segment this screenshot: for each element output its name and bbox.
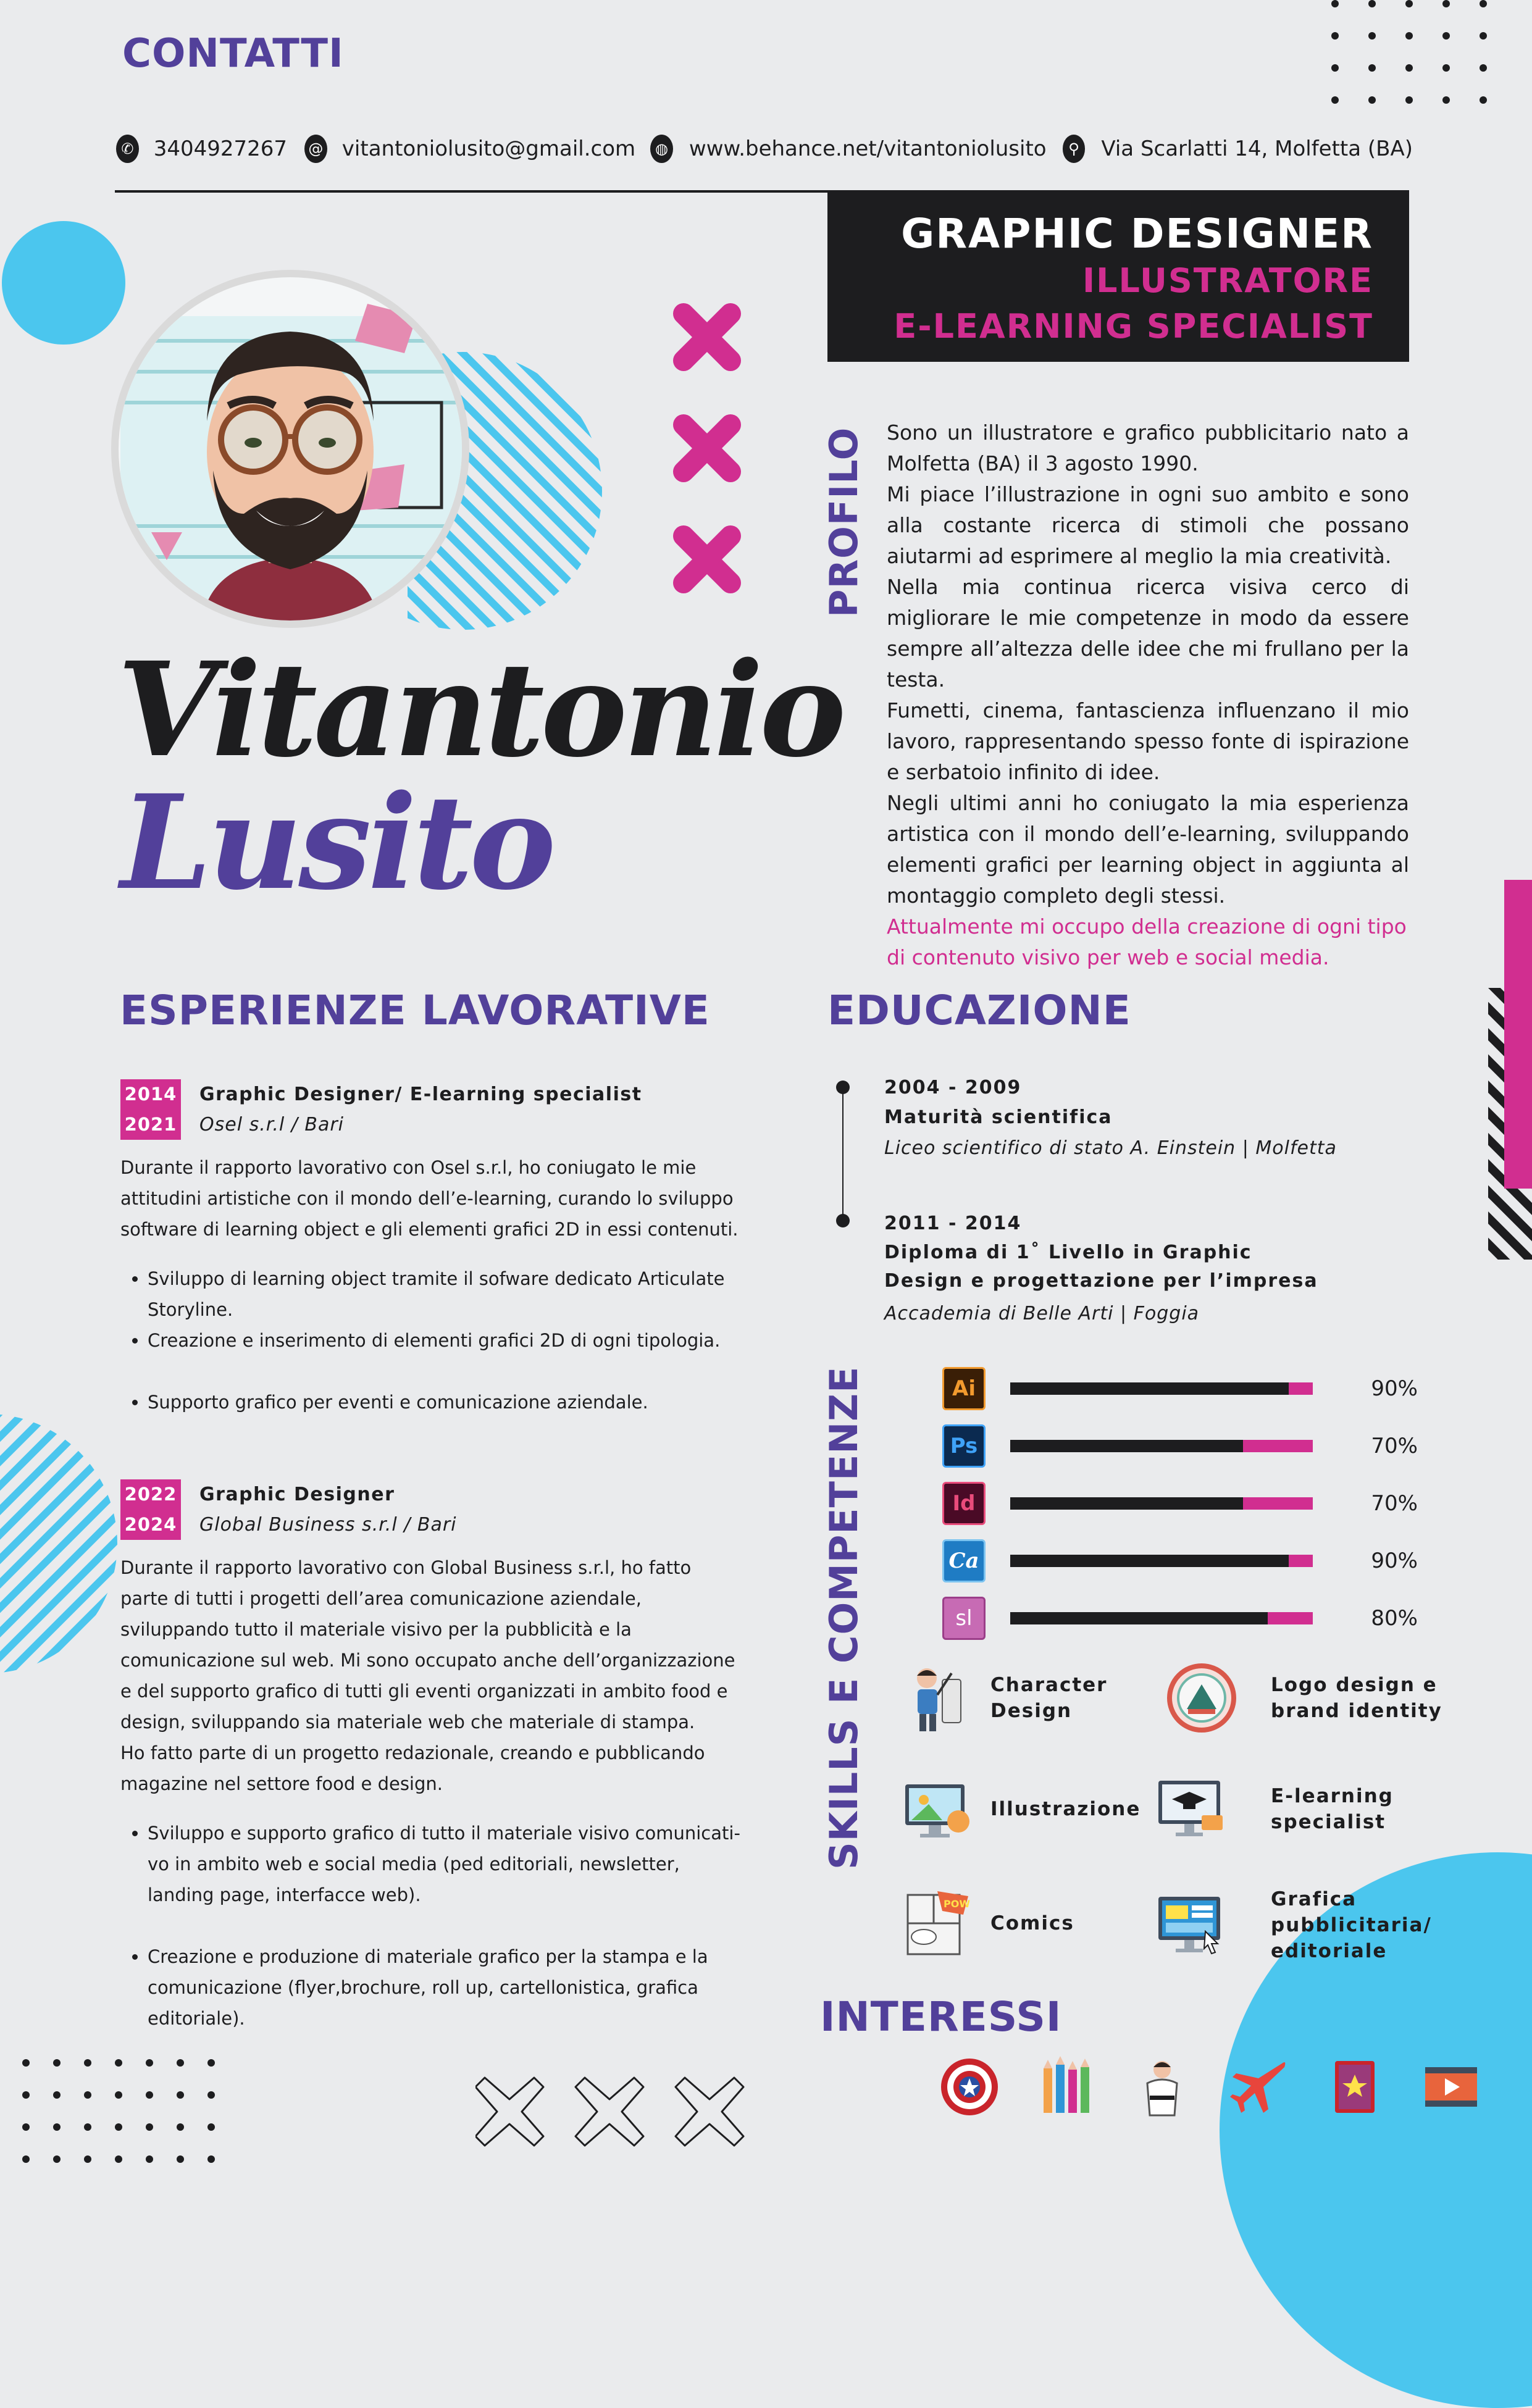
education-heading: EDUCAZIONE [827, 987, 1131, 1034]
competence-illustration [899, 1772, 1141, 1846]
job-end-year: 2024 [120, 1510, 181, 1540]
job-bullet: • Sviluppo di learning object tramite il sofware dedicato Articulate Storyline. [148, 1263, 744, 1325]
contact-email[interactable]: vitantoniolusito@gmail.com [341, 136, 636, 161]
job-bullet: • Creazione e produzione di materiale grafico per la stampa e la comunicazione (flyer,brochure, roll up, cartellonistica, grafica editoriale). [148, 1941, 744, 2034]
job-description: Durante il rapporto lavorativo con Global Business s.r.l, ho fatto parte di tutti i progetti dell’area comunicazione aziendale, sviluppando tutto il materiale visivo per la pubblicità e la comunicazione sul web. Mi sono occupato anche dell’organizzazione e del supporto grafico di tutti gli eventi organizzati in ambito food e design, sviluppando sia materiale web che materiale di stampa. [120, 1557, 735, 1733]
job-start-year: 2022 [120, 1479, 181, 1510]
role-primary: GRAPHIC DESIGNER [901, 210, 1373, 257]
at-icon: @ [304, 135, 327, 163]
book-icon [1324, 2056, 1386, 2118]
location-pin-icon: ⚲ [1063, 135, 1086, 163]
illustration-icon [899, 1772, 973, 1846]
indesign-icon: Id [942, 1482, 986, 1525]
competence-e-learning [1153, 1772, 1413, 1846]
education-title: Diploma di 1˚ Livello in Graphic Design e progettazione per l’impresa [884, 1242, 1318, 1292]
role-tertiary: E-LEARNING SPECIALIST [894, 307, 1373, 346]
contact-address: Via Scarlatti 14, Molfetta (BA) [1101, 136, 1413, 161]
skill-bar-fill [1010, 1612, 1268, 1624]
svg-text:POW: POW [944, 1898, 970, 1910]
storyline-icon: sl [942, 1597, 986, 1640]
character-animator-icon: Ca [942, 1539, 986, 1582]
striped-circle-left-edge [0, 1414, 123, 1673]
pencils-icon [1035, 2056, 1097, 2118]
job-description: Durante il rapporto lavorativo con Osel s.r.l, ho coniugato le mie attitudini artistiche con il mondo dell’e-learning, curando lo sviluppo software di learning object e gli elementi grafici 2D in essi contenuti. [120, 1157, 739, 1240]
advertising-graphics-icon [1153, 1888, 1228, 1962]
software-skills [942, 1360, 1418, 1647]
karate-icon [1131, 2056, 1193, 2118]
skill-bar-fill [1010, 1440, 1243, 1452]
timeline-line [842, 1093, 843, 1216]
education-school: Accademia di Belle Arti | Foggia [884, 1303, 1200, 1324]
competence-advertising [1153, 1886, 1518, 1964]
experience-heading: ESPERIENZE LAVORATIVE [120, 987, 710, 1034]
contact-phone[interactable]: 3404927267 [153, 136, 288, 161]
skill-percent: 70% [1371, 1433, 1418, 1458]
competence-label: Character Design [990, 1674, 1108, 1722]
skills-heading: SKILLS E COMPETENZE [821, 1366, 866, 1870]
job-bullet: • Creazione e inserimento di elementi grafici 2D di ogni tipologia. [148, 1325, 744, 1356]
e-learning-icon [1153, 1772, 1228, 1846]
profile-paragraph: Negli ultimi anni ho coniugato la mia esperienza artistica con il mondo dell’e-learning, sviluppando elementi grafici per learning object in aggiunta al montaggio completo degli stessi. [887, 791, 1409, 908]
dot-grid-bottom-left [22, 2059, 232, 2164]
competence-comics [899, 1886, 1074, 1960]
skill-percent: 70% [1371, 1490, 1418, 1516]
job-title: Graphic Designer [199, 1484, 395, 1505]
skill-row [942, 1417, 1418, 1474]
character-design-icon [899, 1661, 973, 1735]
education-timeline [836, 1081, 855, 1229]
competence-character-design [899, 1661, 1120, 1735]
name-last: Lusito [120, 766, 553, 919]
profile-paragraph: Fumetti, cinema, fantascienza influenzano il mio lavoro, rappresentando spesso fonte di ispirazione e serbatoio infinito di idee. [887, 698, 1409, 784]
contacts-heading: CONTATTI [122, 31, 344, 77]
role-secondary: ILLUSTRATORE [1082, 261, 1373, 300]
education-school: Liceo scientifico di stato A. Einstein | Molfetta [884, 1137, 1337, 1159]
competence-logo-design [1165, 1661, 1450, 1735]
comics-icon [899, 1886, 973, 1960]
competence-label: E-learning specialist [1271, 1785, 1394, 1833]
education-item-2 [884, 1209, 1329, 1332]
education-years: 2011 - 2014 [884, 1213, 1022, 1234]
job-1 [120, 1079, 744, 1418]
competence-label: Grafica pubblicitaria/ editoriale [1271, 1888, 1432, 1962]
job-bullets [120, 1818, 744, 2034]
skill-bar [1010, 1555, 1313, 1567]
interests-heading: INTERESSI [820, 1993, 1062, 2041]
skill-bar-fill [1010, 1497, 1243, 1510]
video-icon [1420, 2056, 1482, 2118]
profile-paragraph: Mi piace l’illustrazione in ogni suo ambito e sono alla costante ricerca di stimoli che possano aiutarmi ad esprimere al meglio la mia creatività. [887, 482, 1409, 568]
globe-icon: ◍ [650, 135, 673, 163]
profile-highlight: Attualmente mi occupo della creazione di ogni tipo di contenuto visivo per web e social media. [887, 914, 1407, 969]
skill-bar-fill [1010, 1555, 1289, 1567]
job-company: Osel s.r.l / Bari [199, 1114, 345, 1135]
education-item-1 [884, 1073, 1378, 1164]
timeline-dot [836, 1081, 850, 1094]
skill-percent: 80% [1371, 1605, 1418, 1631]
job-2 [120, 1479, 744, 2034]
cyan-circle-top-left [2, 221, 125, 345]
job-bullets [120, 1263, 744, 1418]
logo-design-icon [1165, 1661, 1239, 1735]
name-first: Vitantonio [117, 633, 843, 786]
job-end-year: 2021 [120, 1110, 181, 1140]
job-bullet: • Supporto grafico per eventi e comunicazione aziendale. [148, 1387, 744, 1418]
profile-paragraph: Sono un illustratore e grafico pubblicitario nato a Molfetta (BA) il 3 agosto 1990. [887, 420, 1409, 475]
skill-bar [1010, 1440, 1313, 1452]
outline-x-marks [475, 2075, 760, 2149]
job-title: Graphic Designer/ E-learning specialist [199, 1084, 642, 1105]
skill-percent: 90% [1371, 1548, 1418, 1573]
dot-grid-top-right [1328, 0, 1513, 105]
job-start-year: 2014 [120, 1079, 181, 1110]
competence-label: Comics [990, 1912, 1074, 1934]
portrait-avatar [108, 267, 472, 631]
airplane-icon [1228, 2056, 1289, 2118]
education-title: Maturità scientifica [884, 1106, 1113, 1128]
skill-row [942, 1532, 1418, 1589]
job-company: Global Business s.r.l / Bari [199, 1514, 457, 1536]
interests-icons [939, 2056, 1482, 2124]
illustrator-icon: Ai [942, 1367, 986, 1410]
skill-percent: 90% [1371, 1376, 1418, 1401]
education-years: 2004 - 2009 [884, 1077, 1022, 1098]
competence-label: Logo design e brand identity [1271, 1674, 1442, 1722]
skill-row [942, 1589, 1418, 1647]
skill-row [942, 1474, 1418, 1532]
contact-row [116, 133, 1413, 164]
skill-row [942, 1360, 1418, 1417]
profile-text [887, 417, 1409, 973]
profile-heading: PROFILO [821, 427, 866, 617]
skill-bar [1010, 1612, 1313, 1624]
captain-shield-icon [939, 2056, 1000, 2118]
competence-label: Illustrazione [990, 1798, 1141, 1820]
skill-bar-fill [1010, 1382, 1289, 1395]
job-bullet: • Sviluppo e supporto grafico di tutto il materiale visivo comunicati-vo in ambito web e social media (ped editoriali, newsletter, landing page, interfacce web). [148, 1818, 744, 1910]
contact-website[interactable]: www.behance.net/vitantoniolusito [689, 136, 1047, 161]
phone-icon: ✆ [116, 135, 139, 163]
job-description-2: Ho fatto parte di un progetto redazionale, creando e pubblicando magazine nel settore food e design. [120, 1742, 705, 1794]
photoshop-icon: Ps [942, 1424, 986, 1468]
skill-bar [1010, 1497, 1313, 1510]
timeline-dot [836, 1214, 850, 1227]
roles-box [827, 193, 1409, 362]
magenta-bar-right-edge [1504, 880, 1532, 1189]
magenta-x-marks [670, 300, 744, 596]
profile-paragraph: Nella mia continua ricerca visiva cerco di migliorare le mie competenze in modo da essere sempre all’altezza delle idee che mi frullano per la testa. [887, 575, 1409, 692]
skill-bar [1010, 1382, 1313, 1395]
